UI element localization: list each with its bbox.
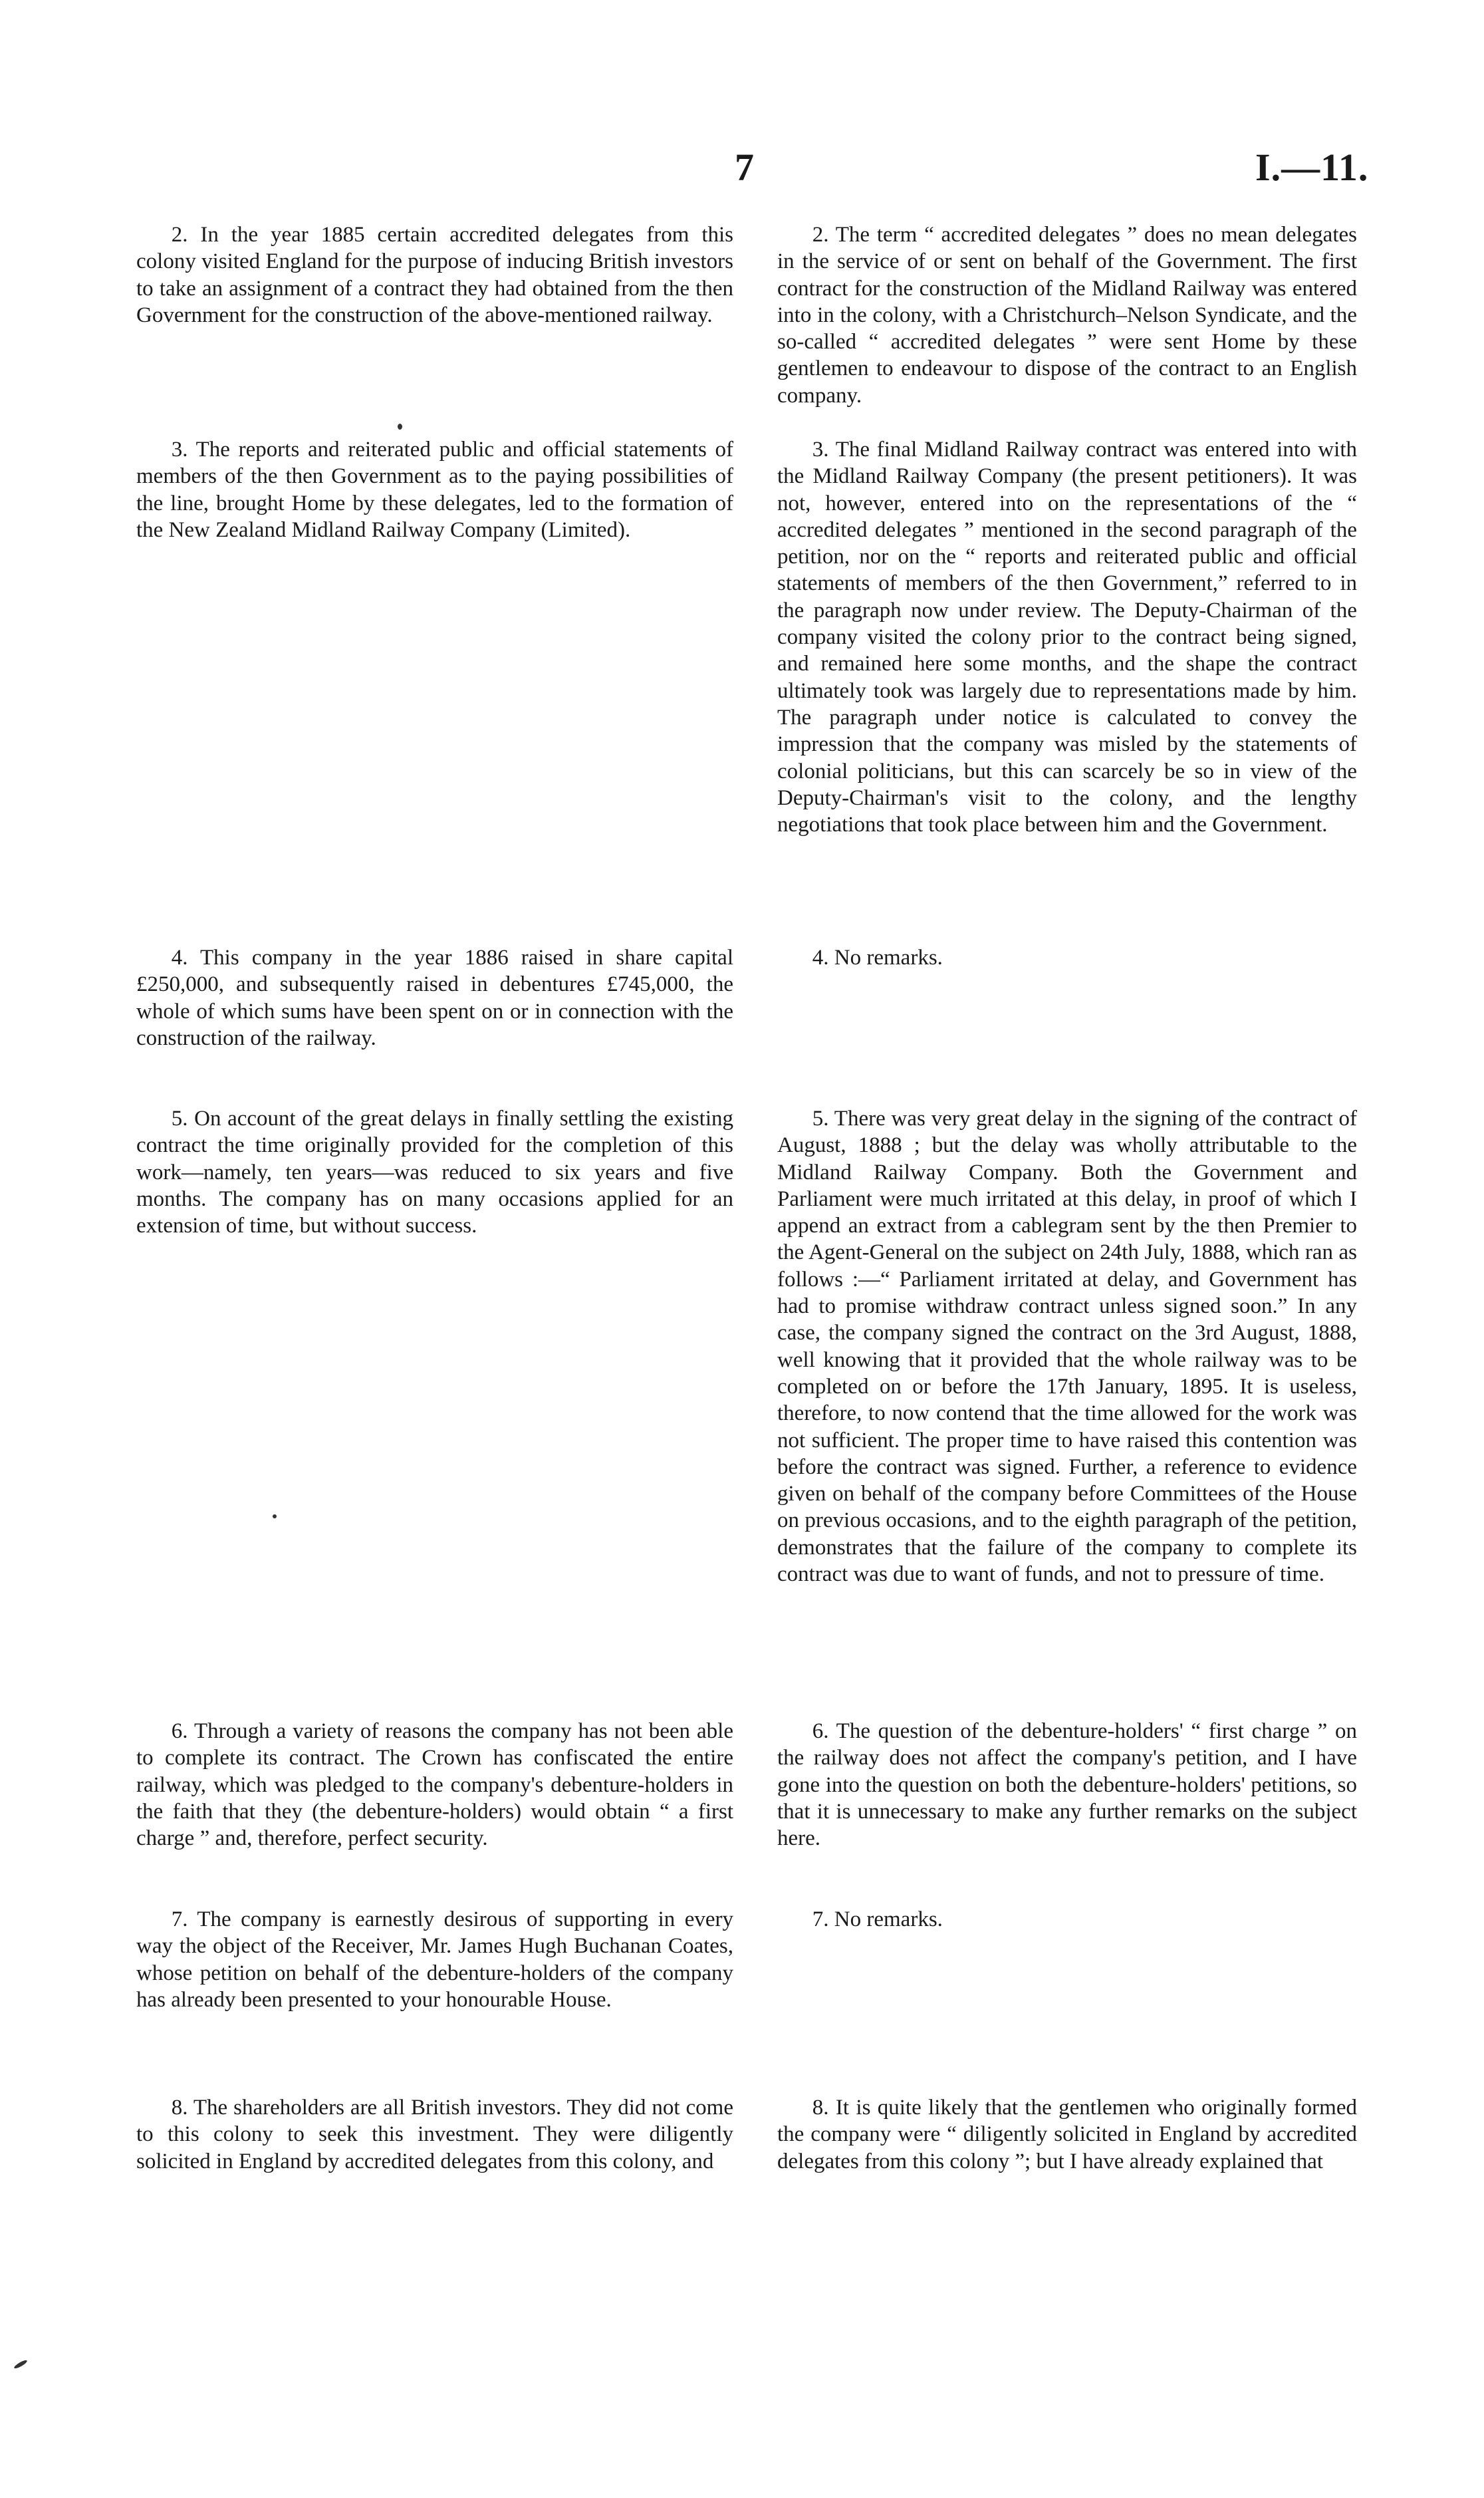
remark-paragraph-2: 2. The term “ accredited delegates ” does no mean delegates in the service of or sent on behalf of the Government. The first contract for the construction of the Midland Railway was entered into in the colony, with a Christchurch–Nelson Syndicate, and the so-called “ accredited delegates ” were sent Home by these gentlemen to endeavour to dispose of the contract to an English company.: [777, 223, 1357, 408]
petition-paragraph-8: 8. The shareholders are all British investors. They did not come to this colony to seek this investment. They were diligently solicited in England by accredited delegates from this colony, and: [136, 2096, 733, 2173]
petition-paragraph-4: 4. This company in the year 1886 raised in share capital £250,000, and subsequently raised in debentures £745,000, the whole of which sums have been spent on or in connection with the construction of the railway.: [136, 946, 733, 1050]
petition-paragraph-5: 5. On account of the great delays in finally settling the existing contract the time originally provided for the completion of this work—namely, ten years—was reduced to six years and five months. The company has on many occasions applied for an extension of time, but without success.: [136, 1107, 733, 1238]
petition-paragraph-6: 6. Through a variety of reasons the company has not been able to complete its contract. The Crown has confiscated the entire railway, which was pledged to the company's debenture-holders in the faith that they (the debenture-holders) would obtain “ a first charge ” and, therefore, perfect security.: [136, 1719, 733, 1851]
remark-paragraph-6: 6. The question of the debenture-holders' “ first charge ” on the railway does not affect the company's petition, and I have gone into the question on both the debenture-holders' petitions, so that it is unnecessary to make any further remarks on the subject here.: [777, 1719, 1357, 1851]
scan-speck: [13, 2359, 28, 2370]
page-number: 7: [735, 146, 754, 189]
remark-paragraph-5: 5. There was very great delay in the signing of the contract of August, 1888 ; but the delay was wholly attributable to the Midland Railway Company. Both the Government and Parliament were much irritated at this delay, in proof of which I append an extract from a cablegram sent by the then Premier to the Agent-General on the subject on 24th July, 1888, which ran as follows :—“ Parliament irritated at delay, and Government has had to promise withdraw contract unless signed soon.” In any case, the company signed the contract on the 3rd August, 1888, well knowing that it provided that the whole railway was to be completed on or before the 17th January, 1895. It is useless, therefore, to now contend that the time allowed for the work was not sufficient. The proper time to have raised this contention was before the contract was signed. Further, a reference to evidence given on behalf of the company before Committees of the House on previous occasions, and to the eighth paragraph of the petition, demonstrates that the failure of the company to complete its contract was due to want of funds, and not to pressure of time.: [777, 1107, 1357, 1587]
document-reference: I.—11.: [1255, 146, 1369, 189]
scan-speck: [273, 1514, 277, 1518]
scan-speck: [398, 424, 402, 430]
remark-paragraph-7: 7. No remarks.: [812, 1907, 943, 1931]
remark-paragraph-4: 4. No remarks.: [812, 946, 943, 970]
remark-paragraph-3: 3. The final Midland Railway contract was entered into with the Midland Railway Company (the present petitioners). It was not, however, entered into on the representations of the “ accredited delegates ” mentioned in the second paragraph of the petition, nor on the “ reports and reiterated public and official statements of members of the then Government,” referred to in the paragraph now under review. The Deputy-Chairman of the company visited the colony prior to the contract being signed, and remained here some months, and the shape the contract ultimately took was largely due to representations made by him. The paragraph under notice is calculated to convey the impression that the company was misled by the statements of colonial politicians, but this can scarcely be so in view of the Deputy-Chairman's visit to the colony, and the lengthy negotiations that took place between him and the Government.: [777, 438, 1357, 837]
remark-paragraph-8: 8. It is quite likely that the gentlemen who originally formed the company were “ diligently solicited in England by accredited delegates from this colony ”; but I have already explained that: [777, 2096, 1357, 2173]
petition-paragraph-2: 2. In the year 1885 certain accredited delegates from this colony visited England for the purpose of inducing British investors to take an assignment of a contract they had obtained from the then Government for the construction of the above-mentioned railway.: [136, 223, 733, 327]
petition-paragraph-7: 7. The company is earnestly desirous of supporting in every way the object of the Receiver, Mr. James Hugh Buchanan Coates, whose petition on behalf of the debenture-holders of the company has already been presented to your honourable House.: [136, 1907, 733, 2012]
petition-paragraph-3: 3. The reports and reiterated public and official statements of members of the then Government as to the paying possibilities of the line, brought Home by these delegates, led to the formation of the New Zealand Midland Railway Company (Limited).: [136, 438, 733, 542]
